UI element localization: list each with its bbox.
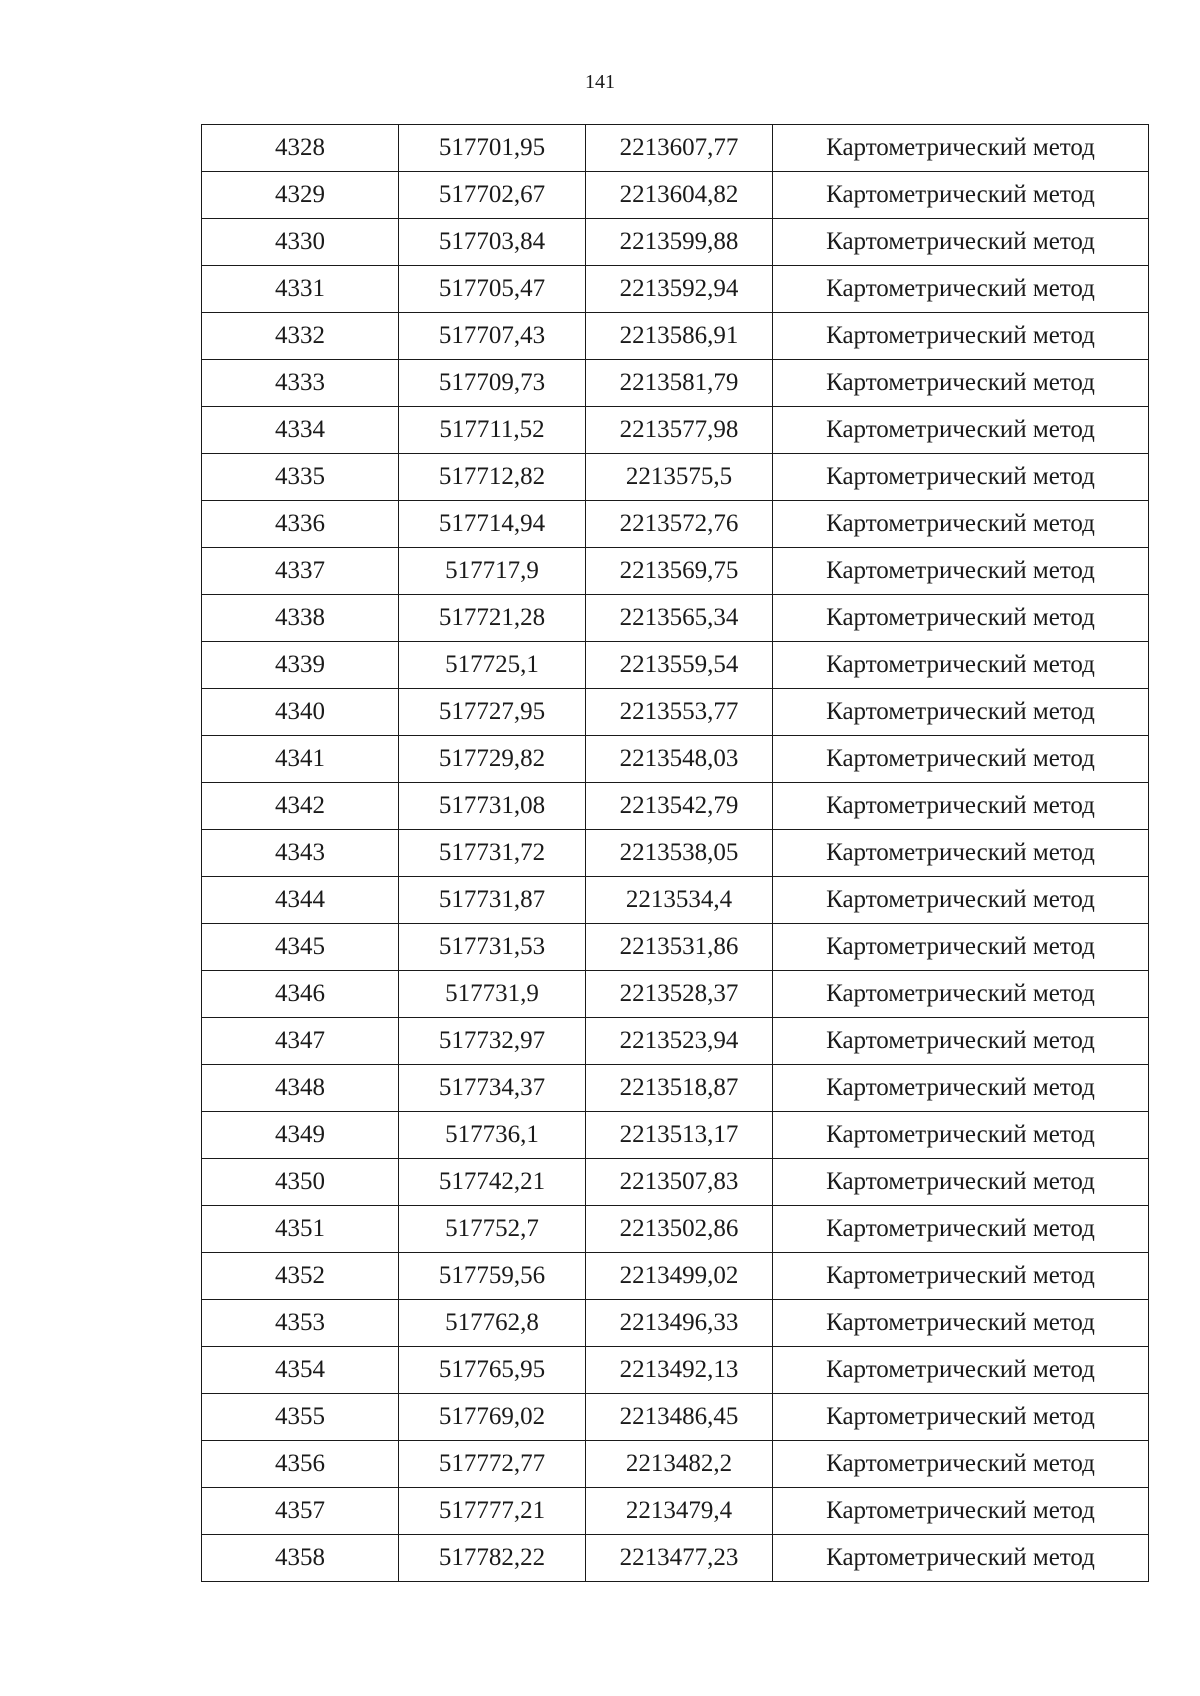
- y-coordinate-cell: 2213599,88: [586, 219, 773, 266]
- y-coordinate-cell: 2213486,45: [586, 1394, 773, 1441]
- x-coordinate-cell: 517777,21: [399, 1488, 586, 1535]
- table-row: [202, 1535, 1149, 1582]
- y-coordinate-cell: 2213586,91: [586, 313, 773, 360]
- point-number-cell: 4334: [202, 407, 399, 454]
- x-coordinate-cell: 517736,1: [399, 1112, 586, 1159]
- x-coordinate-cell: 517705,47: [399, 266, 586, 313]
- point-number-cell: 4344: [202, 877, 399, 924]
- point-number-cell: 4346: [202, 971, 399, 1018]
- method-cell: Картометрический метод: [773, 501, 1149, 548]
- y-coordinate-cell: 2213542,79: [586, 783, 773, 830]
- table-row: [202, 1112, 1149, 1159]
- method-cell: Картометрический метод: [773, 971, 1149, 1018]
- x-coordinate-cell: 517721,28: [399, 595, 586, 642]
- x-coordinate-cell: 517707,43: [399, 313, 586, 360]
- y-coordinate-cell: 2213513,17: [586, 1112, 773, 1159]
- x-coordinate-cell: 517731,72: [399, 830, 586, 877]
- method-cell: Картометрический метод: [773, 736, 1149, 783]
- y-coordinate-cell: 2213482,2: [586, 1441, 773, 1488]
- table-row: [202, 454, 1149, 501]
- x-coordinate-cell: 517731,87: [399, 877, 586, 924]
- y-coordinate-cell: 2213528,37: [586, 971, 773, 1018]
- table-row: [202, 1018, 1149, 1065]
- point-number-cell: 4333: [202, 360, 399, 407]
- y-coordinate-cell: 2213577,98: [586, 407, 773, 454]
- y-coordinate-cell: 2213496,33: [586, 1300, 773, 1347]
- method-cell: Картометрический метод: [773, 219, 1149, 266]
- x-coordinate-cell: 517703,84: [399, 219, 586, 266]
- x-coordinate-cell: 517712,82: [399, 454, 586, 501]
- y-coordinate-cell: 2213479,4: [586, 1488, 773, 1535]
- point-number-cell: 4355: [202, 1394, 399, 1441]
- point-number-cell: 4353: [202, 1300, 399, 1347]
- method-cell: Картометрический метод: [773, 1159, 1149, 1206]
- table-row: [202, 1253, 1149, 1300]
- method-cell: Картометрический метод: [773, 689, 1149, 736]
- point-number-cell: 4331: [202, 266, 399, 313]
- y-coordinate-cell: 2213565,34: [586, 595, 773, 642]
- y-coordinate-cell: 2213492,13: [586, 1347, 773, 1394]
- x-coordinate-cell: 517727,95: [399, 689, 586, 736]
- coordinates-table: [201, 124, 1149, 1582]
- x-coordinate-cell: 517717,9: [399, 548, 586, 595]
- x-coordinate-cell: 517769,02: [399, 1394, 586, 1441]
- method-cell: Картометрический метод: [773, 1253, 1149, 1300]
- y-coordinate-cell: 2213499,02: [586, 1253, 773, 1300]
- y-coordinate-cell: 2213575,5: [586, 454, 773, 501]
- x-coordinate-cell: 517729,82: [399, 736, 586, 783]
- y-coordinate-cell: 2213559,54: [586, 642, 773, 689]
- x-coordinate-cell: 517752,7: [399, 1206, 586, 1253]
- point-number-cell: 4357: [202, 1488, 399, 1535]
- table-row: [202, 1441, 1149, 1488]
- table-row: [202, 783, 1149, 830]
- y-coordinate-cell: 2213592,94: [586, 266, 773, 313]
- point-number-cell: 4338: [202, 595, 399, 642]
- point-number-cell: 4330: [202, 219, 399, 266]
- x-coordinate-cell: 517731,53: [399, 924, 586, 971]
- x-coordinate-cell: 517711,52: [399, 407, 586, 454]
- y-coordinate-cell: 2213572,76: [586, 501, 773, 548]
- method-cell: Картометрический метод: [773, 407, 1149, 454]
- point-number-cell: 4348: [202, 1065, 399, 1112]
- table-row: [202, 1488, 1149, 1535]
- method-cell: Картометрический метод: [773, 1394, 1149, 1441]
- method-cell: Картометрический метод: [773, 1206, 1149, 1253]
- y-coordinate-cell: 2213477,23: [586, 1535, 773, 1582]
- table-row: [202, 548, 1149, 595]
- x-coordinate-cell: 517782,22: [399, 1535, 586, 1582]
- table-row: [202, 1206, 1149, 1253]
- table-row: [202, 642, 1149, 689]
- y-coordinate-cell: 2213538,05: [586, 830, 773, 877]
- table-row: [202, 595, 1149, 642]
- method-cell: Картометрический метод: [773, 924, 1149, 971]
- table-row: [202, 407, 1149, 454]
- x-coordinate-cell: 517701,95: [399, 125, 586, 172]
- x-coordinate-cell: 517762,8: [399, 1300, 586, 1347]
- point-number-cell: 4329: [202, 172, 399, 219]
- table-row: [202, 1300, 1149, 1347]
- table-row: [202, 266, 1149, 313]
- point-number-cell: 4345: [202, 924, 399, 971]
- y-coordinate-cell: 2213534,4: [586, 877, 773, 924]
- method-cell: Картометрический метод: [773, 313, 1149, 360]
- point-number-cell: 4349: [202, 1112, 399, 1159]
- y-coordinate-cell: 2213523,94: [586, 1018, 773, 1065]
- point-number-cell: 4335: [202, 454, 399, 501]
- point-number-cell: 4337: [202, 548, 399, 595]
- y-coordinate-cell: 2213507,83: [586, 1159, 773, 1206]
- point-number-cell: 4341: [202, 736, 399, 783]
- x-coordinate-cell: 517765,95: [399, 1347, 586, 1394]
- table-row: [202, 219, 1149, 266]
- method-cell: Картометрический метод: [773, 360, 1149, 407]
- y-coordinate-cell: 2213518,87: [586, 1065, 773, 1112]
- y-coordinate-cell: 2213581,79: [586, 360, 773, 407]
- x-coordinate-cell: 517731,9: [399, 971, 586, 1018]
- coordinates-table-body: [202, 125, 1149, 1582]
- point-number-cell: 4352: [202, 1253, 399, 1300]
- y-coordinate-cell: 2213604,82: [586, 172, 773, 219]
- method-cell: Картометрический метод: [773, 830, 1149, 877]
- method-cell: Картометрический метод: [773, 454, 1149, 501]
- page-number: 141: [585, 71, 615, 93]
- table-row: [202, 971, 1149, 1018]
- table-row: [202, 1394, 1149, 1441]
- point-number-cell: 4336: [202, 501, 399, 548]
- method-cell: Картометрический метод: [773, 1488, 1149, 1535]
- x-coordinate-cell: 517759,56: [399, 1253, 586, 1300]
- x-coordinate-cell: 517772,77: [399, 1441, 586, 1488]
- point-number-cell: 4339: [202, 642, 399, 689]
- table-row: [202, 1065, 1149, 1112]
- method-cell: Картометрический метод: [773, 1441, 1149, 1488]
- x-coordinate-cell: 517709,73: [399, 360, 586, 407]
- point-number-cell: 4343: [202, 830, 399, 877]
- point-number-cell: 4347: [202, 1018, 399, 1065]
- y-coordinate-cell: 2213553,77: [586, 689, 773, 736]
- point-number-cell: 4342: [202, 783, 399, 830]
- point-number-cell: 4351: [202, 1206, 399, 1253]
- point-number-cell: 4340: [202, 689, 399, 736]
- table-row: [202, 1347, 1149, 1394]
- method-cell: Картометрический метод: [773, 548, 1149, 595]
- point-number-cell: 4332: [202, 313, 399, 360]
- method-cell: Картометрический метод: [773, 1347, 1149, 1394]
- method-cell: Картометрический метод: [773, 1018, 1149, 1065]
- x-coordinate-cell: 517714,94: [399, 501, 586, 548]
- x-coordinate-cell: 517725,1: [399, 642, 586, 689]
- table-row: [202, 877, 1149, 924]
- method-cell: Картометрический метод: [773, 125, 1149, 172]
- point-number-cell: 4350: [202, 1159, 399, 1206]
- point-number-cell: 4328: [202, 125, 399, 172]
- method-cell: Картометрический метод: [773, 1535, 1149, 1582]
- x-coordinate-cell: 517732,97: [399, 1018, 586, 1065]
- point-number-cell: 4358: [202, 1535, 399, 1582]
- y-coordinate-cell: 2213502,86: [586, 1206, 773, 1253]
- y-coordinate-cell: 2213607,77: [586, 125, 773, 172]
- point-number-cell: 4356: [202, 1441, 399, 1488]
- table-row: [202, 736, 1149, 783]
- method-cell: Картометрический метод: [773, 877, 1149, 924]
- method-cell: Картометрический метод: [773, 642, 1149, 689]
- table-row: [202, 360, 1149, 407]
- point-number-cell: 4354: [202, 1347, 399, 1394]
- table-row: [202, 830, 1149, 877]
- method-cell: Картометрический метод: [773, 783, 1149, 830]
- method-cell: Картометрический метод: [773, 1300, 1149, 1347]
- table-row: [202, 501, 1149, 548]
- method-cell: Картометрический метод: [773, 595, 1149, 642]
- method-cell: Картометрический метод: [773, 172, 1149, 219]
- method-cell: Картометрический метод: [773, 1112, 1149, 1159]
- x-coordinate-cell: 517742,21: [399, 1159, 586, 1206]
- method-cell: Картометрический метод: [773, 1065, 1149, 1112]
- table-row: [202, 172, 1149, 219]
- y-coordinate-cell: 2213569,75: [586, 548, 773, 595]
- table-row: [202, 313, 1149, 360]
- x-coordinate-cell: 517702,67: [399, 172, 586, 219]
- method-cell: Картометрический метод: [773, 266, 1149, 313]
- x-coordinate-cell: 517734,37: [399, 1065, 586, 1112]
- x-coordinate-cell: 517731,08: [399, 783, 586, 830]
- table-row: [202, 924, 1149, 971]
- table-row: [202, 125, 1149, 172]
- y-coordinate-cell: 2213548,03: [586, 736, 773, 783]
- y-coordinate-cell: 2213531,86: [586, 924, 773, 971]
- table-row: [202, 1159, 1149, 1206]
- table-row: [202, 689, 1149, 736]
